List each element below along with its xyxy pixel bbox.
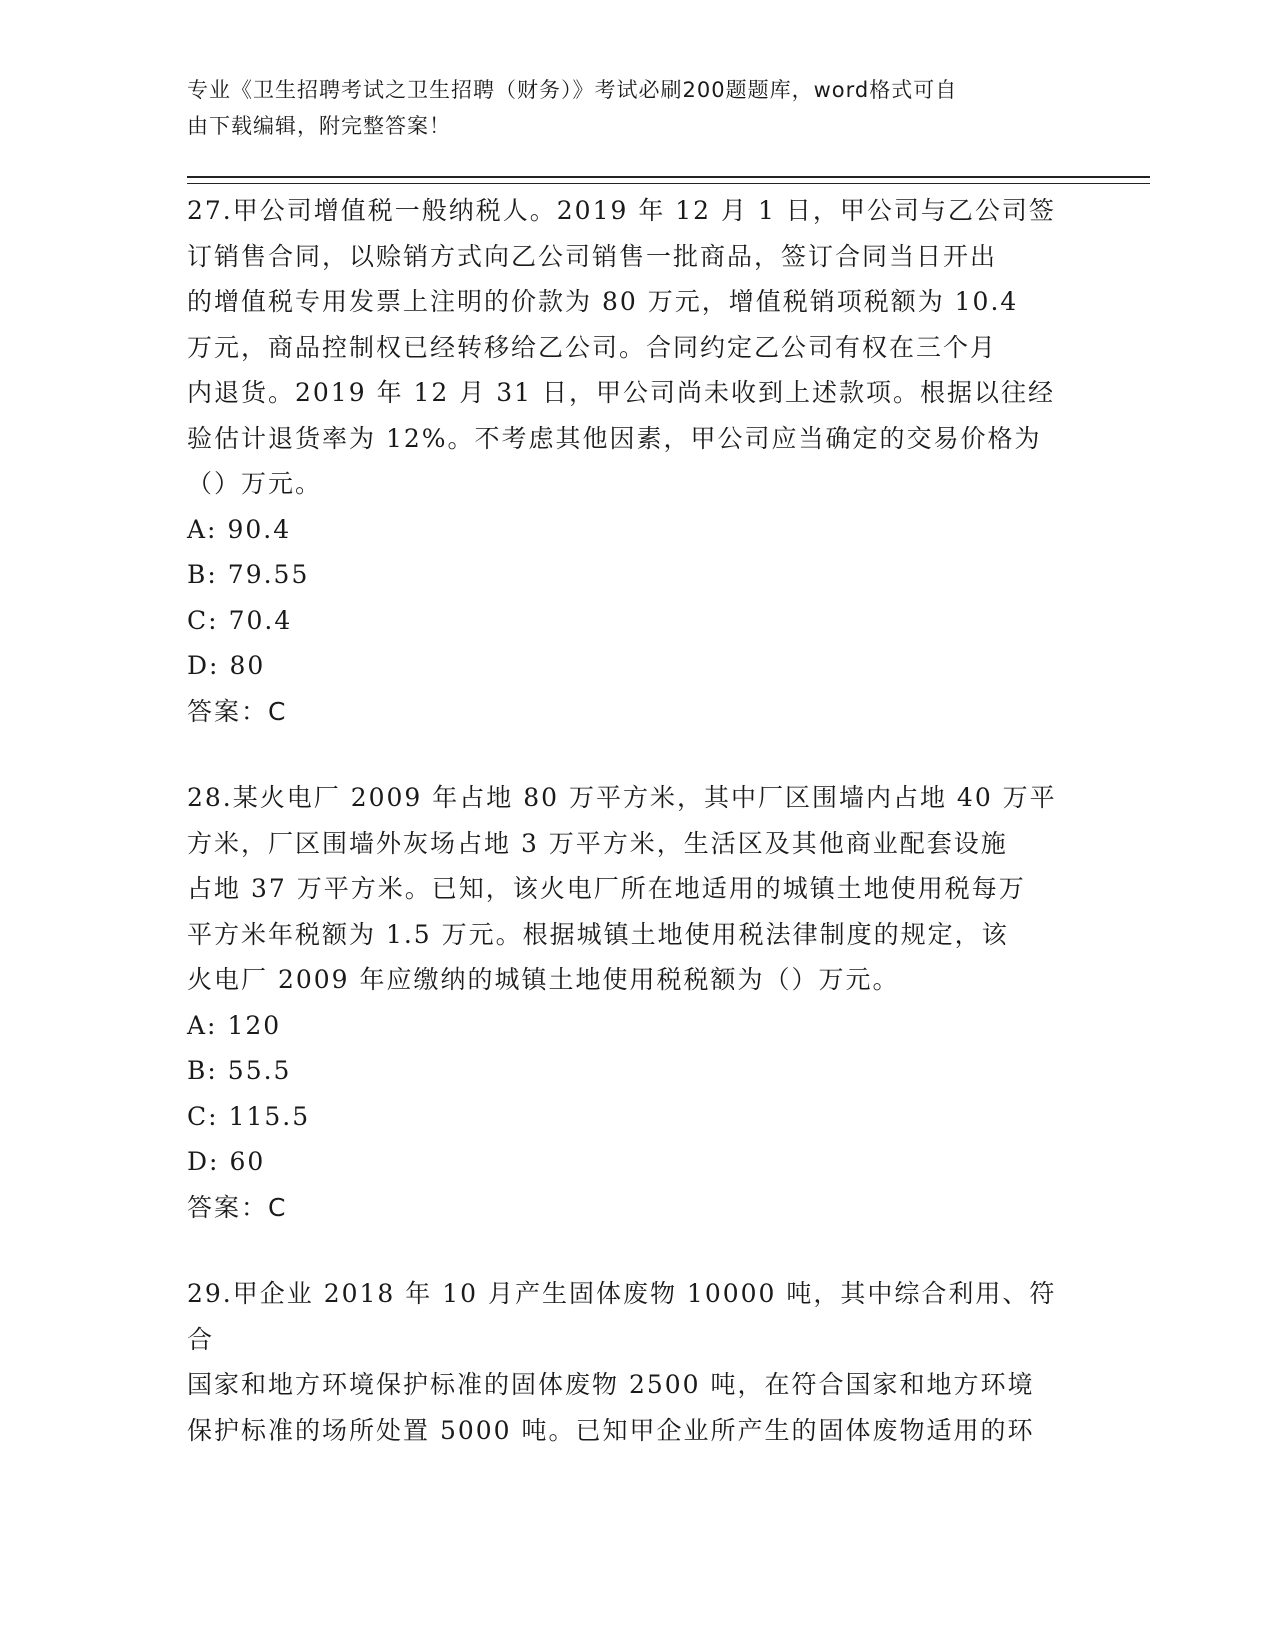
question-line: 保护标准的场所处置 5000 吨。已知甲企业所产生的固体废物适用的环 <box>187 1415 1035 1445</box>
header-rule-thick <box>187 176 1150 178</box>
option-a: A: 120 <box>187 1010 282 1040</box>
question-text <box>187 775 1077 1003</box>
answer-line: 答案：C <box>187 1192 288 1222</box>
question-line: （）万元。 <box>187 469 323 498</box>
question-line: 29.甲企业 2018 年 10 月产生固体废物 10000 吨，其中综合利用、符合 <box>187 1279 1057 1354</box>
header-rule-thin <box>187 183 1150 184</box>
question-text <box>187 1271 1077 1453</box>
question-text <box>187 188 1077 507</box>
question-27 <box>187 188 1077 734</box>
question-line: 27.甲公司增值税一般纳税人。2019 年 12 月 1 日，甲公司与乙公司签 <box>187 196 1056 225</box>
question-line: 的增值税专用发票上注明的价款为 80 万元，增值税销项税额为 10.4 <box>187 287 1019 316</box>
option-b: B: 79.55 <box>187 560 310 589</box>
question-line: 国家和地方环境保护标准的固体废物 2500 吨，在符合国家和地方环境 <box>187 1370 1035 1399</box>
question-line: 订销售合同，以赊销方式向乙公司销售一批商品，签订合同当日开出 <box>187 241 998 271</box>
option-a: A: 90.4 <box>187 514 292 544</box>
question-line: 验估计退货率为 12%。不考虑其他因素，甲公司应当确定的交易价格为 <box>187 423 1042 453</box>
document-header <box>187 72 1067 144</box>
question-line: 方米，厂区围墙外灰场占地 3 万平方米，生活区及其他商业配套设施 <box>187 828 1008 858</box>
question-line: 内退货。2019 年 12 月 31 日，甲公司尚未收到上述款项。根据以往经 <box>187 378 1055 407</box>
option-d: D: 60 <box>187 1147 266 1176</box>
header-line-2: 由下载编辑，附完整答案！ <box>187 114 451 138</box>
question-line: 万元，商品控制权已经转移给乙公司。合同约定乙公司有权在三个月 <box>187 332 998 362</box>
option-c: C: 115.5 <box>187 1101 311 1131</box>
question-29 <box>187 1271 1077 1453</box>
question-list <box>187 188 1077 1494</box>
question-line: 平方米年税额为 1.5 万元。根据城镇土地使用税法律制度的规定，该 <box>187 919 1009 949</box>
question-line: 火电厂 2009 年应缴纳的城镇土地使用税税额为（）万元。 <box>187 965 900 994</box>
option-c: C: 70.4 <box>187 605 293 635</box>
question-line: 占地 37 万平方米。已知，该火电厂所在地适用的城镇土地使用税每万 <box>187 874 1026 903</box>
answer-line: 答案：C <box>187 696 288 726</box>
option-d: D: 80 <box>187 651 266 680</box>
question-28 <box>187 775 1077 1230</box>
option-list <box>187 507 1077 689</box>
option-list <box>187 1003 1077 1185</box>
header-line-1: 专业《卫生招聘考试之卫生招聘（财务）》考试必刷200题题库，word格式可自 <box>187 78 958 102</box>
question-line: 28.某火电厂 2009 年占地 80 万平方米，其中厂区围墙内占地 40 万平 <box>187 783 1057 812</box>
option-b: B: 55.5 <box>187 1056 292 1085</box>
